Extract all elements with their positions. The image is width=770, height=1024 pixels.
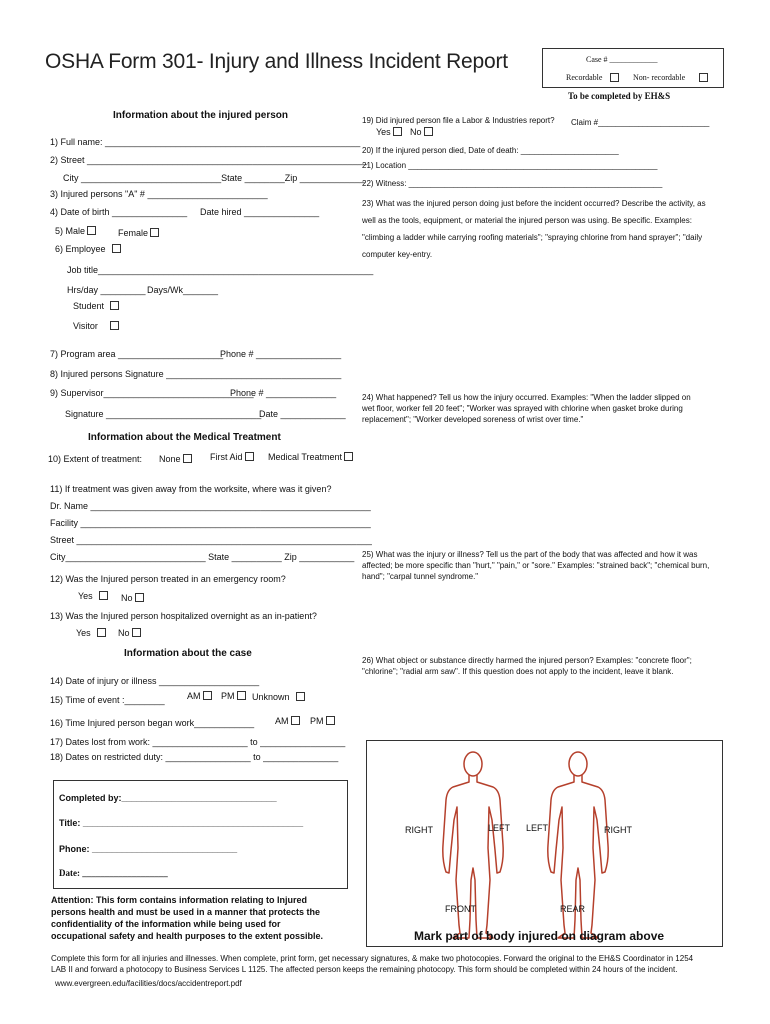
q23-line: 23) What was the injured person doing just before the incident occurred? Describe the activity, as	[362, 199, 706, 208]
event-unknown[interactable]: Unknown	[252, 692, 305, 702]
female-option[interactable]: Female	[118, 228, 159, 238]
death-date-field[interactable]: 20) If the injured person died, Date of death: ______________________	[362, 146, 619, 155]
injured-signature-field[interactable]: 8) Injured persons Signature ___________________________________	[50, 369, 342, 379]
q13-no-checkbox[interactable]	[132, 628, 141, 637]
completed-by-field[interactable]: Completed by:_______________________________	[59, 793, 277, 803]
q13-yes[interactable]: Yes	[76, 628, 106, 638]
q23-line: "climbing a ladder while carrying roofing materials"; "spraying chlorine from hand sprayer"; "daily	[362, 233, 703, 242]
a-number-field[interactable]: 3) Injured persons "A" # ________________________	[50, 189, 268, 199]
treatment-extent-label: 10) Extent of treatment:	[48, 454, 143, 464]
date-hired-field[interactable]: Date hired _______________	[200, 207, 320, 217]
street-field[interactable]: 2) Street ________________________________________________________	[50, 155, 368, 165]
none-option[interactable]: None	[159, 454, 192, 464]
q12-yes-checkbox[interactable]	[99, 591, 108, 600]
recordable-checkbox[interactable]	[610, 73, 619, 82]
witness-field[interactable]: 22) Witness: _________________________________________________________	[362, 179, 663, 188]
supervisor-field[interactable]: 9) Supervisor______________________________	[50, 388, 254, 398]
non-recordable-checkbox[interactable]	[699, 73, 708, 82]
location-field[interactable]: 21) Location ________________________________________________________	[362, 161, 658, 170]
q12-yes[interactable]: Yes	[78, 591, 108, 601]
q23-line: well as the tools, equipment, or material the injured person was using. Be specific. Examples:	[362, 216, 692, 225]
section-case: Information about the case	[124, 648, 252, 659]
footer-line: LAB II and forward a photocopy to Business Services L 1125. The affected person keeps the remaining photocopy. This form should be completed within 24 hours of the incident.	[51, 965, 678, 974]
q25-line: affected; be more specific than "hurt," "pain," or "sore." Examples: "strained back"; "chemical burn,	[362, 561, 710, 570]
supervisor-date-field[interactable]: Date _____________	[259, 409, 346, 419]
q25-line: hand"; "carpal tunnel syndrome."	[362, 572, 479, 581]
full-name-field[interactable]: 1) Full name: ___________________________________________________	[50, 137, 361, 147]
hrs-day-field[interactable]: Hrs/day _________	[67, 285, 146, 295]
q19-yes[interactable]: Yes	[376, 127, 402, 137]
supervisor-phone-field[interactable]: Phone # ______________	[230, 388, 337, 398]
work-am[interactable]: AM	[275, 716, 300, 726]
front-left-label: LEFT	[488, 823, 511, 833]
dates-lost-field[interactable]: 17) Dates lost from work: ___________________ to _________________	[50, 737, 346, 747]
phone-field[interactable]: Phone: _____________________________	[59, 844, 238, 854]
q25-line: 25) What was the injury or illness? Tell us the part of the body that was affected and how it was	[362, 550, 698, 559]
days-wk-field[interactable]: Days/Wk_______	[147, 285, 219, 295]
section-injured-person: Information about the injured person	[113, 110, 288, 121]
doctor-name-field[interactable]: Dr. Name ________________________________________________________	[50, 501, 371, 511]
program-area-field[interactable]: 7) Program area _____________________	[50, 349, 224, 359]
attention-note	[51, 894, 323, 942]
time-event-field[interactable]: 15) Time of event :________	[50, 695, 165, 705]
footer-line: Complete this form for all injuries and illnesses. When complete, print form, get necessary signatures, & make two photocopies. Forward the original to the EH&S Coordinator in 1254	[51, 954, 694, 963]
employee-option[interactable]: 6) Employee	[55, 244, 121, 254]
attention-line: persons health and must be used in a manner that protects the	[51, 907, 321, 917]
q13-yes-checkbox[interactable]	[97, 628, 106, 637]
event-am[interactable]: AM	[187, 691, 212, 701]
q24-text	[362, 392, 691, 425]
q24-line: wet floor, worker fell 20 feet"; "Worker was sprayed with chlorine when gasket broke during	[362, 404, 683, 413]
facility-field[interactable]: Facility __________________________________________________________	[50, 518, 371, 528]
front-right-label: RIGHT	[405, 825, 433, 835]
city-state-zip-field[interactable]: City ____________________________State ________Zip _____________	[63, 173, 365, 183]
q23-text	[362, 195, 706, 263]
medical-treatment-checkbox[interactable]	[344, 452, 353, 461]
employee-checkbox[interactable]	[112, 244, 121, 253]
section-medical: Information about the Medical Treatment	[88, 432, 281, 443]
q26-line: 26) What object or substance directly harmed the injured person? Examples: "concrete floor";	[362, 656, 692, 665]
date-field[interactable]: Date: ___________________	[59, 868, 168, 878]
program-phone-field[interactable]: Phone # _________________	[220, 349, 342, 359]
page-title: OSHA Form 301- Injury and Illness Incident Report	[45, 50, 508, 73]
claim-field[interactable]: Claim #_________________________	[571, 118, 710, 127]
dates-restricted-field[interactable]: 18) Dates on restricted duty: _________________ to _______________	[50, 752, 339, 762]
rear-left-label: LEFT	[526, 823, 549, 833]
q25-text	[362, 549, 709, 582]
attention-line: confidentiality of the information while being used for	[51, 919, 281, 929]
work-pm[interactable]: PM	[310, 716, 335, 726]
ehs-note: To be completed by EH&S	[568, 91, 671, 101]
q19-no[interactable]: No	[410, 127, 433, 137]
medical-treatment-option[interactable]: Medical Treatment	[268, 452, 353, 462]
front-label: FRONT	[445, 904, 476, 914]
footer-instructions	[51, 953, 693, 975]
dob-field[interactable]: 4) Date of birth _______________	[50, 207, 188, 217]
q26-line: "chlorine"; "radial arm saw". If this question does not apply to the incident, leave it blank.	[362, 667, 674, 676]
event-pm[interactable]: PM	[221, 691, 246, 701]
first-aid-option[interactable]: First Aid	[210, 452, 254, 462]
job-title-field[interactable]: Job title_______________________________________________________	[67, 265, 374, 275]
q11-label: 11) If treatment was given away from the worksite, where was it given?	[50, 484, 332, 494]
case-number-field[interactable]: Case # ____________	[586, 55, 658, 64]
first-aid-checkbox[interactable]	[245, 452, 254, 461]
non-recordable-label: Non- recordable	[633, 73, 708, 83]
q13-no[interactable]: No	[118, 628, 141, 638]
student-option[interactable]: Student	[73, 301, 119, 311]
q19-label: 19) Did injured person file a Labor & Industries report?	[362, 116, 555, 125]
title-field[interactable]: Title: ____________________________________________	[59, 818, 304, 828]
q23-line: computer key-entry.	[362, 250, 433, 259]
male-option[interactable]: 5) Male	[55, 226, 96, 236]
q26-text	[362, 655, 692, 677]
work-pm-checkbox[interactable]	[326, 716, 335, 725]
q19-no-checkbox[interactable]	[424, 127, 433, 136]
q24-line: replacement"; "Worker developed soreness of wrist over time."	[362, 415, 584, 424]
supervisor-signature-field[interactable]: Signature _______________________________	[65, 409, 262, 419]
attention-line: Attention: This form contains information relating to Injured	[51, 895, 307, 905]
visitor-option[interactable]: Visitor	[73, 321, 119, 331]
rear-right-label: RIGHT	[604, 825, 632, 835]
facility-city-field[interactable]: City____________________________ State __________ Zip ___________	[50, 552, 355, 562]
injury-date-field[interactable]: 14) Date of injury or illness ____________________	[50, 676, 260, 686]
rear-label: REAR	[560, 904, 586, 914]
footer-url[interactable]: www.evergreen.edu/facilities/docs/accidentreport.pdf	[55, 979, 242, 988]
facility-street-field[interactable]: Street ___________________________________________________________	[50, 535, 372, 545]
event-unknown-checkbox[interactable]	[296, 692, 305, 701]
began-work-field[interactable]: 16) Time Injured person began work____________	[50, 718, 255, 728]
male-checkbox[interactable]	[87, 226, 96, 235]
female-checkbox[interactable]	[150, 228, 159, 237]
q24-line: 24) What happened? Tell us how the injury occurred. Examples: "When the ladder slipped on	[362, 393, 691, 402]
q12-no[interactable]: No	[121, 593, 144, 603]
student-checkbox[interactable]	[110, 301, 119, 310]
q13-label: 13) Was the Injured person hospitalized overnight as an in-patient?	[50, 611, 317, 621]
q19-yes-checkbox[interactable]	[393, 127, 402, 136]
none-checkbox[interactable]	[183, 454, 192, 463]
event-pm-checkbox[interactable]	[237, 691, 246, 700]
work-am-checkbox[interactable]	[291, 716, 300, 725]
event-am-checkbox[interactable]	[203, 691, 212, 700]
recordable-label: Recordable	[566, 73, 619, 83]
q12-label: 12) Was the Injured person treated in an emergency room?	[50, 574, 286, 584]
q12-no-checkbox[interactable]	[135, 593, 144, 602]
body-diagram[interactable]	[366, 740, 721, 945]
attention-line: occupational safety and health purposes to the extent possible.	[51, 931, 324, 941]
visitor-checkbox[interactable]	[110, 321, 119, 330]
diagram-caption: Mark part of body injured on diagram above	[414, 929, 665, 943]
